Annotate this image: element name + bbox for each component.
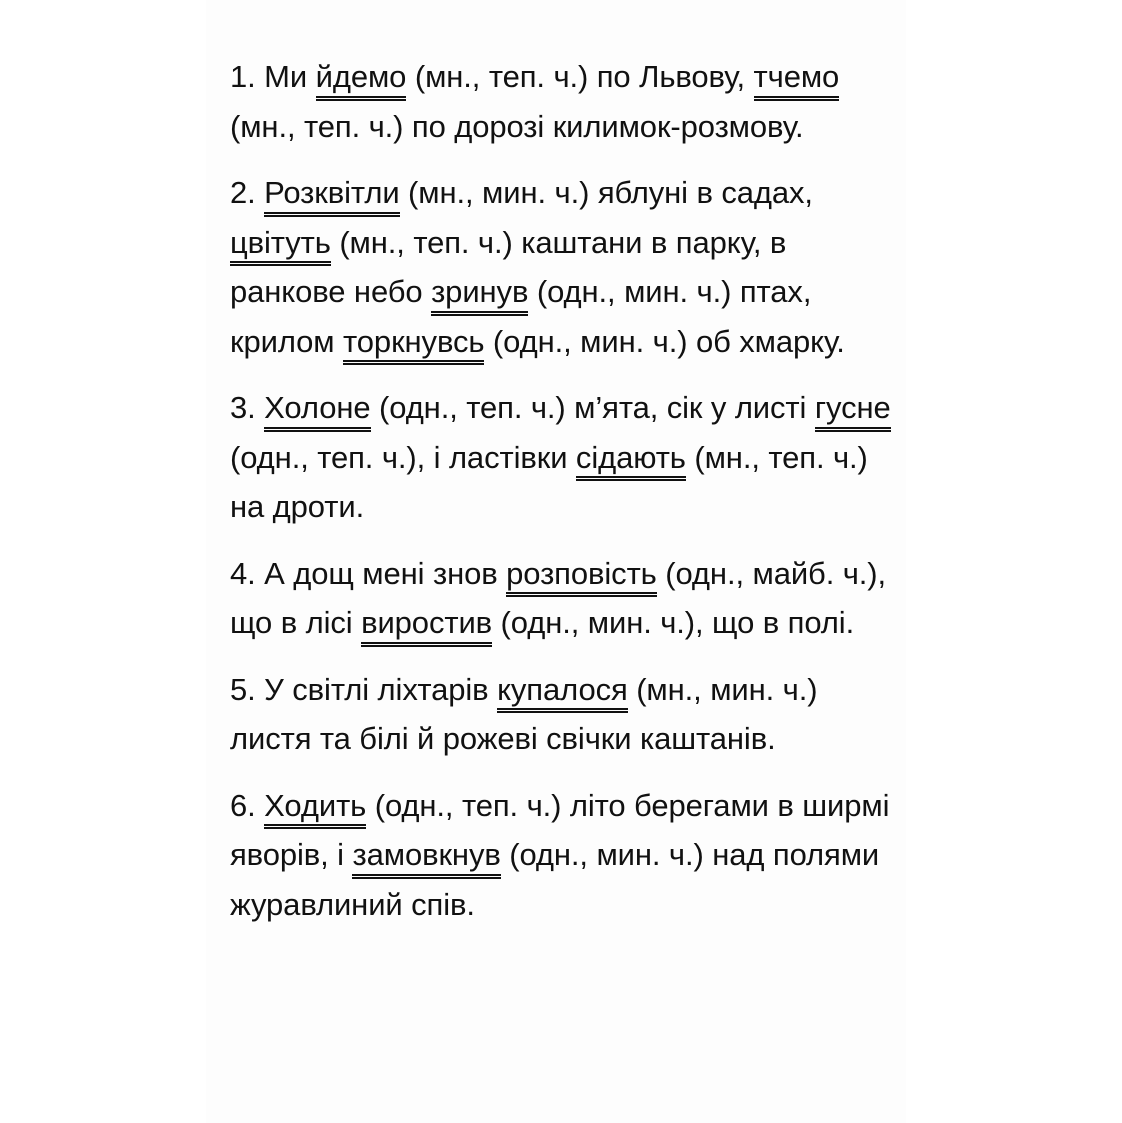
sentence-2 (230, 168, 900, 366)
predicate-word: торкнувсь (343, 324, 484, 366)
predicate-word: Розквітли (264, 175, 399, 217)
predicate-word: йдемо (316, 59, 407, 101)
sentence-text: (мн., мин. ч.) листя та білі й рожеві свічки каштанів. (230, 671, 818, 756)
sentence-text: (одн., теп. ч.) м’ята, сік у листі (370, 390, 815, 425)
sentence-text: (мн., теп. ч.) по Львову, (406, 59, 754, 94)
sentence-5 (230, 665, 900, 764)
sentence-number: 1. (230, 59, 256, 94)
sentence-number: 6. (230, 787, 256, 823)
predicate-word: зринув (431, 274, 528, 316)
sentence-text: (мн., теп. ч.) каштани в парку, в ранкове небо (230, 224, 787, 309)
sentence-text: (одн., теп. ч.), і ластівки (230, 439, 576, 475)
sentence-text: (одн., мин. ч.), що в полі. (492, 605, 855, 640)
sentence-number: 3. (230, 390, 256, 425)
sentence-number: 5. (230, 671, 256, 707)
sentence-number: 4. (230, 555, 256, 591)
predicate-word: гусне (815, 390, 891, 432)
sentence-text: (одн., мин. ч.) об хмарку. (484, 323, 845, 359)
predicate-word: розповість (506, 556, 657, 598)
sentence-4 (230, 549, 900, 648)
sentence-1 (230, 52, 900, 151)
predicate-word: цвітуть (230, 225, 331, 267)
sentence-6 (230, 781, 900, 930)
sentence-text: (мн., теп. ч.) на дроти. (230, 439, 868, 524)
predicate-word: тчемо (754, 59, 840, 101)
predicate-word: купалося (497, 672, 628, 714)
sentence-text: Ми (264, 59, 316, 94)
predicate-word: замовкнув (352, 837, 500, 879)
sentence-text: (мн., теп. ч.) по дорозі килимок-розмову. (230, 108, 804, 144)
sentence-list (230, 52, 900, 946)
predicate-word: Ходить (264, 788, 366, 830)
sentence-3 (230, 383, 900, 532)
sentence-number: 2. (230, 175, 256, 210)
sentence-text: (мн., мин. ч.) яблуні в садах, (399, 175, 813, 210)
predicate-word: виростив (361, 605, 492, 647)
sentence-text: (одн., мин. ч.) птах, крилом (230, 274, 812, 359)
sentence-text: (одн., мин. ч.) над полями журавлиний спів. (230, 837, 880, 922)
sentence-text: У світлі ліхтарів (264, 671, 498, 707)
sentence-text: А дощ мені знов (264, 555, 507, 591)
predicate-word: Холоне (264, 390, 370, 432)
sentence-text: (одн., теп. ч.) літо берегами в ширмі яворів, і (230, 787, 890, 872)
predicate-word: сідають (576, 440, 686, 482)
sentence-text: (одн., майб. ч.), що в лісі (230, 555, 887, 640)
